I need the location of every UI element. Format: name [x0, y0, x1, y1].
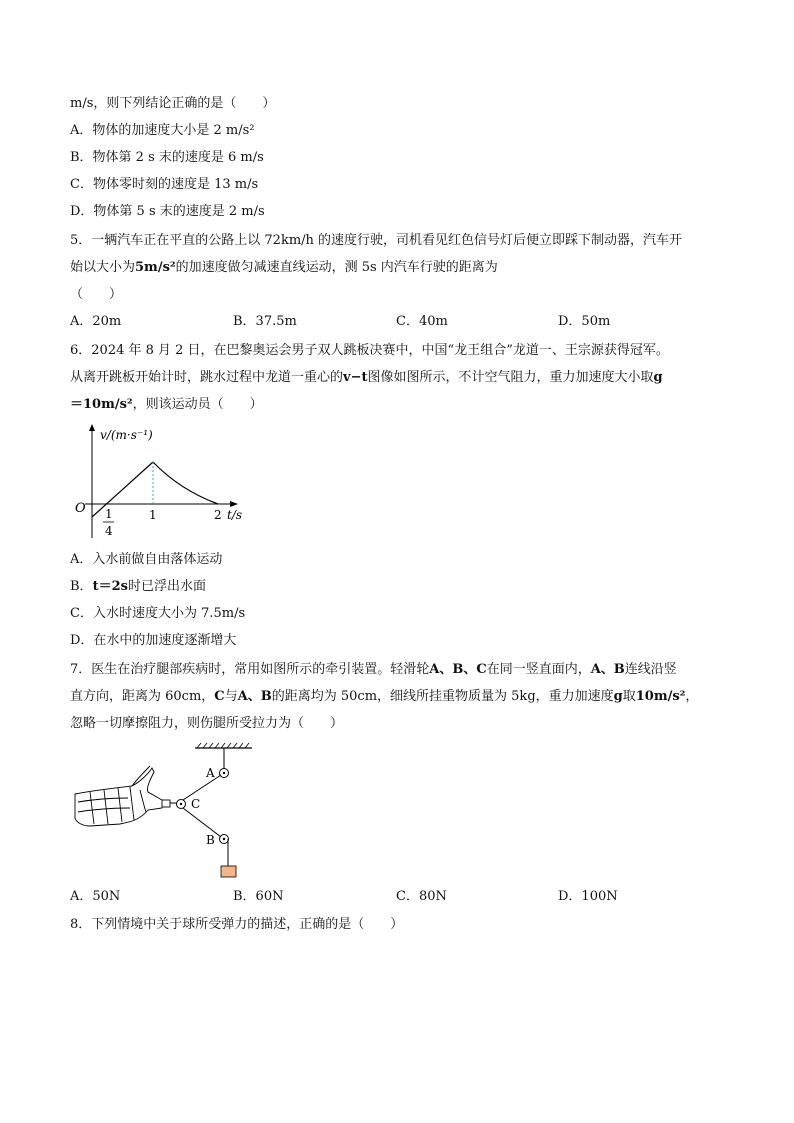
rope-c-to-a — [183, 775, 221, 800]
q6-vt-graph — [70, 420, 260, 545]
q7-g-value-math: 10m/s² — [635, 689, 686, 704]
q7-c-math: C — [214, 689, 225, 704]
pulley-c-axle — [180, 803, 182, 805]
q8-stem: 8．下列情境中关于球所受弹力的描述，正确的是（ ） — [70, 917, 404, 932]
q7-stem-line3: 忽略一切摩擦阻力，则伤腿所受拉力为（ ） — [70, 716, 344, 731]
q6-stem-line2 — [70, 369, 663, 387]
q7-ab2-math: A、B — [237, 689, 272, 704]
q7-ab-math: A、B — [590, 662, 625, 677]
q5-option-d: D．50m — [558, 314, 611, 329]
q7-stem-line1 — [70, 661, 677, 679]
q5-option-b: B．37.5m — [233, 314, 297, 329]
q6-stem-line2-pre: 从离开跳板开始计时，跳水过程中龙道一重心的 — [70, 370, 344, 385]
q5-stem-line2-post: 的加速度做匀减速直线运动，测 5s 内汽车行驶的距离为 — [175, 260, 498, 275]
q5-stem-line3: （ ） — [70, 287, 123, 302]
q5-stem-line2-pre: 始以大小为 — [70, 260, 136, 275]
q6-vt-math: v−t — [343, 370, 368, 385]
q5-stem-line1: 5．一辆汽车正在平直的公路上以 72km/h 的速度行驶，司机看见红色信号灯后便立即踩下制动器，汽车开 — [70, 233, 683, 248]
q6-stem-line3 — [70, 396, 263, 414]
q4-option-b: B．物体第 2 s 末的速度是 6 m/s — [70, 150, 264, 165]
graph-tick-quarter-den: 4 — [105, 524, 113, 538]
q7-stem-line2 — [70, 688, 698, 706]
q7-stem-line1-pre: 7．医生在治疗腿部疾病时，常用如图所示的牵引装置。轻滑轮 — [70, 662, 430, 677]
q5-stem-line2 — [70, 259, 498, 277]
rope-c-to-b — [183, 808, 221, 837]
graph-origin-label: O — [75, 501, 86, 516]
q7-option-a: A．50N — [70, 889, 121, 904]
q6-g-math: g — [653, 370, 663, 385]
q7-stem-line2-mid3: 取 — [622, 689, 636, 704]
graph-x-label: t/s — [227, 508, 243, 522]
q7-option-d: D．100N — [558, 889, 618, 904]
q5-acceleration-math: 5m/s² — [135, 260, 176, 275]
q4-option-a: A．物体的加速度大小是 2 m/s² — [70, 123, 255, 138]
q6-option-d: D．在水中的加速度逐渐增大 — [70, 633, 237, 648]
pulley-a-label: A — [206, 766, 215, 780]
graph-tick-2: 2 — [214, 508, 222, 522]
q7-option-c: C．80N — [396, 889, 447, 904]
ceiling-hatch — [197, 743, 249, 748]
q6-option-c: C．入水时速度大小为 7.5m/s — [70, 606, 246, 621]
weight-block — [221, 866, 236, 877]
q7-stem-line2-pre: 直方向，距离为 60cm， — [70, 689, 215, 704]
q7-stem-line2-mid2: 的距离均为 50cm，细线所挂重物质量为 5kg，重力加速度 — [271, 689, 614, 704]
q7-stem-line2-post: ， — [685, 689, 699, 704]
graph-x-arrow — [230, 501, 238, 507]
q4-option-d: D．物体第 5 s 末的速度是 2 m/s — [70, 204, 265, 219]
q4-option-c: C．物体零时刻的速度是 13 m/s — [70, 177, 259, 192]
q6-stem-line2-mid: 图像如图所示，不计空气阻力，重力加速度大小取 — [367, 370, 654, 385]
graph-y-arrow — [89, 424, 95, 431]
q6-g-value-math: ＝10m/s² — [70, 397, 133, 412]
pulley-b-axle — [223, 838, 225, 840]
q7-abc-math: A、B、C — [429, 662, 487, 677]
bandaged-leg — [75, 766, 162, 826]
q5-option-a: A．20m — [70, 314, 122, 329]
q6-option-b-text: 时已浮出水面 — [127, 579, 206, 594]
q6-stem-line1: 6．2024 年 8 月 2 日，在巴黎奥运会男子双人跳板决赛中，中国“龙王组合”龙道一、王宗源获得冠军。 — [70, 343, 669, 358]
pulley-a-axle — [223, 772, 225, 774]
q6-stem-line3-post: ，则该运动员（ ） — [132, 397, 263, 412]
graph-tick-quarter-num: 1 — [105, 507, 113, 521]
q7-stem-line2-mid1: 与 — [224, 689, 238, 704]
q6-option-b-math: t＝2s — [92, 579, 128, 594]
q6-option-b: B．t＝2s时已浮出水面 — [70, 579, 206, 594]
q7-stem-line1-post: 连线沿竖 — [624, 662, 677, 677]
q7-g-math: g — [613, 689, 623, 704]
q6-option-a: A．入水前做自由落体运动 — [70, 552, 223, 567]
q7-option-b: B．60N — [233, 889, 284, 904]
q4-stem-tail: m/s，则下列结论正确的是（ ） — [70, 96, 276, 111]
graph-y-label: v/(m·s⁻¹) — [100, 428, 153, 442]
graph-velocity-curve — [153, 462, 218, 504]
q5-option-c: C．40m — [396, 314, 448, 329]
pulley-b-label: B — [206, 833, 215, 847]
graph-tick-1: 1 — [149, 508, 157, 522]
pulley-c-label: C — [191, 797, 201, 811]
graph-velocity-line — [92, 462, 153, 517]
q7-traction-figure — [70, 742, 270, 882]
q7-stem-line1-mid: 在同一竖直面内， — [486, 662, 591, 677]
